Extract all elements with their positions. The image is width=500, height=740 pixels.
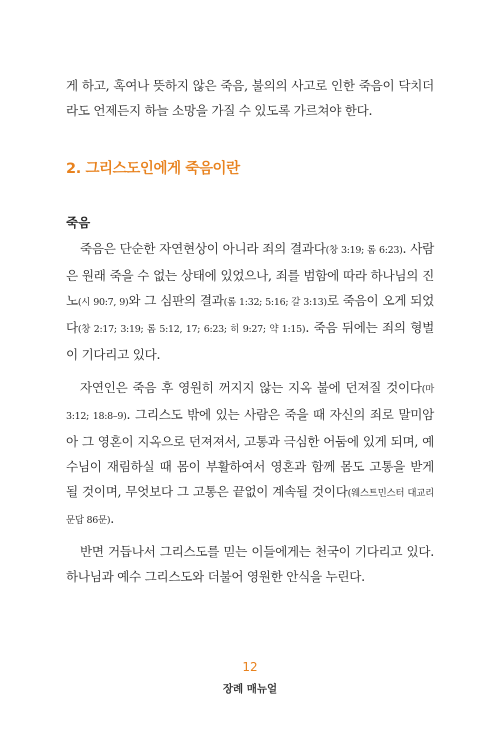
- catechism-reference: (웨스트민스터 대교리문답 86문): [66, 488, 434, 526]
- paragraph-text: 로 죽음이 오게 되었다: [66, 293, 434, 335]
- scripture-reference: (마 3:12; 18:8–9): [66, 384, 434, 422]
- page-number: 12: [242, 660, 258, 674]
- scripture-reference: (시 90:7, 9): [77, 297, 129, 308]
- paragraph-unbeliever: [66, 375, 434, 533]
- subheading: 죽음: [66, 215, 91, 230]
- paragraph-text: . 사람은 원래 죽을 수 없는 상태에 있었으나, 죄를 범함에 따라 하나님의 진노: [66, 241, 434, 308]
- paragraph-text: . 죽음 뒤에는 죄의 형벌이 기다리고 있다.: [66, 320, 435, 362]
- paragraph-text: . 그리스도 밖에 있는 사람은 죽을 때 자신의 죄로 말미암아 그 영혼이 지옥으로 던져져서, 고통과 극심한 어둠에 있게 되며, 예수님이 재림하실 때 몸이 부활하여서 영혼과 함께 몸도 고통을 받게 될 것이며, 무엇보다 그 고통은 끝없이 계속될 것이다: [66, 407, 434, 499]
- scripture-reference: (창 3:19; 롬 6:23): [325, 245, 403, 256]
- scripture-reference: (창 2:17; 3:19; 롬 5:12, 17; 6:23; 히 9:27; 약 1:15): [77, 324, 306, 335]
- paragraph-continued: 게 하고, 혹여나 뜻하지 않은 죽음, 불의의 사고로 인한 죽음이 닥치더라도 언제든지 하늘 소망을 가질 수 있도록 가르쳐야 한다.: [66, 78, 434, 118]
- paragraph-text: 자연인은 죽음 후 영원히 꺼지지 않는 지옥 불에 던져질 것이다: [80, 380, 422, 395]
- running-footer-title: 장례 매뉴얼: [222, 683, 278, 695]
- paragraph-text: 죽음은 단순한 자연현상이 아니라 죄의 결과다: [80, 241, 326, 256]
- paragraph-believer: 반면 거듭나서 그리스도를 믿는 이들에게는 천국이 기다리고 있다. 하나님과 예수 그리스도와 더불어 영원한 안식을 누린다.: [66, 544, 434, 584]
- paragraph-text: .: [110, 511, 114, 526]
- paragraph-text: 와 그 심판의 결과: [128, 293, 224, 308]
- paragraph-death: [66, 236, 434, 367]
- scripture-reference: (롬 1:32; 5:16; 갈 3:13): [223, 297, 327, 308]
- section-heading: 2. 그리스도인에게 죽음이란: [66, 161, 240, 177]
